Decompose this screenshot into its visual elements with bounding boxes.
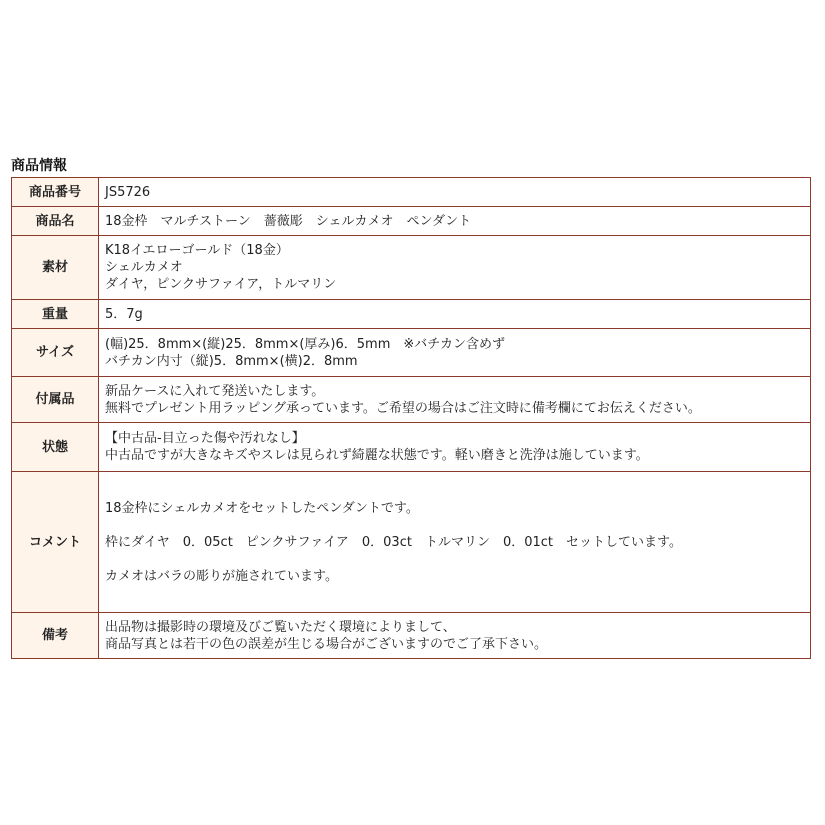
value-remarks [99,613,811,659]
label-comment: コメント [12,472,99,613]
label-accessories: 付属品 [12,377,99,423]
value-line: JS5726 [105,184,151,200]
row-remarks [12,613,811,659]
value-size [99,329,811,377]
row-accessories [12,377,811,423]
value-condition [99,423,811,472]
blank-line [105,517,804,534]
value-accessories [99,377,811,423]
value-line: 18金枠にシェルカメオをセットしたペンダントです。 [105,500,419,516]
row-condition [12,423,811,472]
value-line: 中古品ですが大きなキズやスレは見られず綺麗な状態です。軽い磨きと洗浄は施しています。 [105,448,649,463]
label-remarks: 備考 [12,613,99,659]
value-product-name [99,207,811,236]
label-material: 素材 [12,236,99,300]
product-info-table [11,177,811,659]
row-material [12,236,811,300]
value-line: ダイヤ，ピンクサファイア，トルマリン [105,277,337,292]
row-product-name [12,207,811,236]
value-comment [99,472,811,613]
value-line: 商品写真とは若干の色の誤差が生じる場合がございますのでご了承下さい。 [105,636,548,652]
label-size: サイズ [12,329,99,377]
value-line: 新品ケースに入れて発送いたします。 [105,383,325,399]
value-line: カメオはバラの彫りが施されています。 [105,568,338,584]
value-product-number [99,178,811,207]
row-size [12,329,811,377]
label-condition: 状態 [12,423,99,472]
value-line: 【中古品-目立った傷や汚れなし】 [105,431,305,446]
value-line: 5．7g [105,306,143,322]
value-line: バチカン内寸（縦)5．8mm×(横)2．8mm [105,353,358,369]
value-line: 枠にダイヤ 0．05ct ピンクサファイア 0．03ct トルマリン 0．01ct セットしています。 [105,534,682,550]
label-product-name: 商品名 [12,207,99,236]
value-line: 出品物は撮影時の環境及びご覧いただく環境によりまして、 [105,619,456,635]
blank-line [105,551,804,568]
label-weight: 重量 [12,300,99,329]
value-line: 18金枠 マルチストーン 薔薇彫 シェルカメオ ペンダント [105,213,472,229]
value-weight [99,300,811,329]
section-title: 商品情報 [11,158,67,174]
value-line: 無料でプレゼント用ラッピング承っています。ご希望の場合はご注文時に備考欄にてお伝えください。 [105,400,701,416]
value-material [99,236,811,300]
value-line: シェルカメオ [105,260,183,275]
label-product-number: 商品番号 [12,178,99,207]
value-line: (幅)25．8mm×(縦)25．8mm×(厚み)6．5mm ※バチカン含めず [105,336,505,352]
value-line: K18イエローゴールド（18金） [105,243,289,258]
row-product-number [12,178,811,207]
row-comment [12,472,811,613]
row-weight [12,300,811,329]
